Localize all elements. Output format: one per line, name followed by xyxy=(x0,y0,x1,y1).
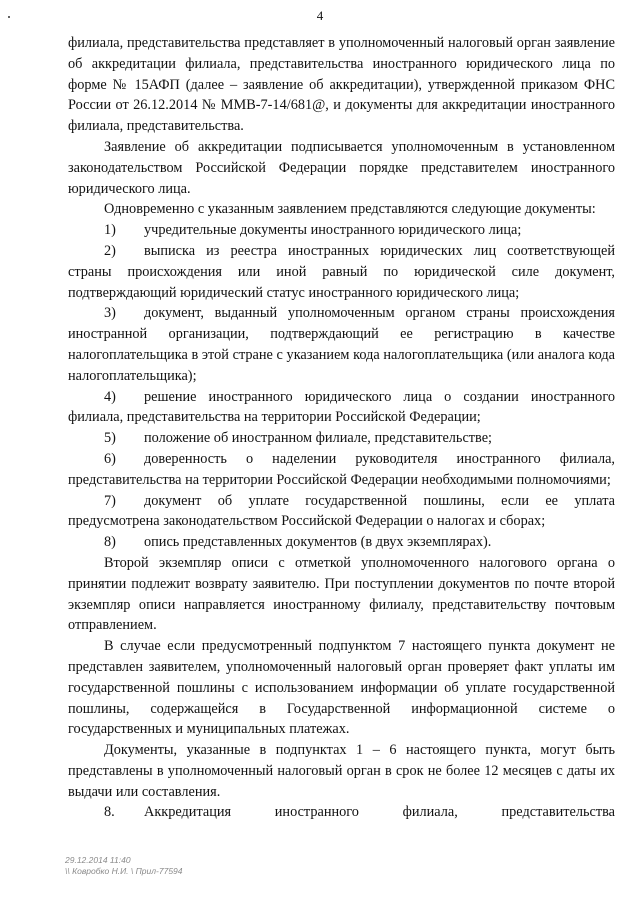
list-item-number: 8) xyxy=(104,534,116,551)
footer-timestamp: 29.12.2014 11:40 xyxy=(65,855,131,865)
list-item xyxy=(68,303,615,386)
list-item-number: 6) xyxy=(104,450,116,467)
paragraph-signature: Заявление об аккредитации подписывается уполномоченным в установленном законодательством Российской Федерации порядке представителем иностранного юридического лица. xyxy=(68,138,615,197)
section-heading-8 xyxy=(68,802,615,823)
list-item-text: документ, выданный уполномоченным органом страны происхождения иностранной организации, подтверждающий ее регистрацию в качестве налогоплательщика в этой стране с указанием кода налогоплательщика (или аналога кода налогоплательщика); xyxy=(68,305,615,384)
footer-file-path: \\ Ковробко Н.И. \ Прил-77594 xyxy=(65,866,183,876)
list-item-text: учредительные документы иностранного юридического лица; xyxy=(144,222,522,239)
list-item xyxy=(68,449,615,491)
paragraph-duty-check: В случае если предусмотренный подпунктом 7 настоящего пункта документ не представлен заявителем, уполномоченный налоговый орган проверяет факт уплаты им государственной пошлины с использованием информации об уплате государственной пошлины, содержащейся в Государственной информационной системе о государственных и муниципальных платежах. xyxy=(68,638,615,738)
list-item xyxy=(68,220,615,241)
list-item-text: решение иностранного юридического лица о создании иностранного филиала, представительства на территории Российской Федерации; xyxy=(68,388,615,426)
document-body xyxy=(68,33,615,823)
list-item-text: доверенность о наделении руководителя иностранного филиала, представительства на территории Российской Федерации необходимыми полномочиями; xyxy=(68,450,615,488)
list-item-text: документ об уплате государственной пошлины, если ее уплата предусмотрена законодательством Российской Федерации о налогах и сборах; xyxy=(68,492,615,530)
list-item-number: 1) xyxy=(104,222,116,239)
list-item xyxy=(68,532,615,553)
paragraph-documents-intro: Одновременно с указанным заявлением представляются следующие документы: xyxy=(104,201,596,218)
list-item xyxy=(68,241,615,303)
list-item-number: 4) xyxy=(104,388,116,405)
paragraph-validity-term: Документы, указанные в подпунктах 1 – 6 настоящего пункта, могут быть представлены в уполномоченный налоговый орган в срок не более 12 месяцев с даты их выдачи или составления. xyxy=(68,742,615,800)
list-item-text: опись представленных документов (в двух экземплярах). xyxy=(144,534,492,551)
paragraph-inventory-copy: Второй экземпляр описи с отметкой уполномоченного налогового органа о принятии подлежит возврату заявителю. При поступлении документов по почте второй экземпляр описи направляется иностранному филиалу, представительству почтовым отправлением. xyxy=(68,554,615,634)
list-item-number: 3) xyxy=(104,305,116,322)
section-text: Аккредитация иностранного филиала, представительства xyxy=(144,804,615,821)
scan-speck xyxy=(8,16,10,18)
list-item xyxy=(68,387,615,429)
list-item-text: положение об иностранном филиале, представительстве; xyxy=(144,430,493,447)
list-item-number: 7) xyxy=(104,492,116,509)
section-number: 8. xyxy=(104,804,115,821)
list-item-text: выписка из реестра иностранных юридических лиц соответствующей страны происхождения или иной равный по юридической силе документ, подтверждающий юридический статус иностранного юридического лица; xyxy=(68,242,615,301)
print-footer xyxy=(65,855,183,877)
list-item-number: 5) xyxy=(104,430,116,447)
list-item xyxy=(68,428,615,449)
list-item-number: 2) xyxy=(104,242,116,259)
paragraph-continuation: филиала, представительства представляет в уполномоченный налоговый орган заявление об аккредитации филиала, представительства иностранного юридического лица по форме № 15АФП (далее – заявление об аккредитации), утвержденной приказом ФНС России от 26.12.2014 № ММВ-7-14/681@, и документы для аккредитации иностранного филиала, представительства. xyxy=(68,35,615,135)
page-number: 4 xyxy=(316,8,324,23)
list-item xyxy=(68,491,615,533)
